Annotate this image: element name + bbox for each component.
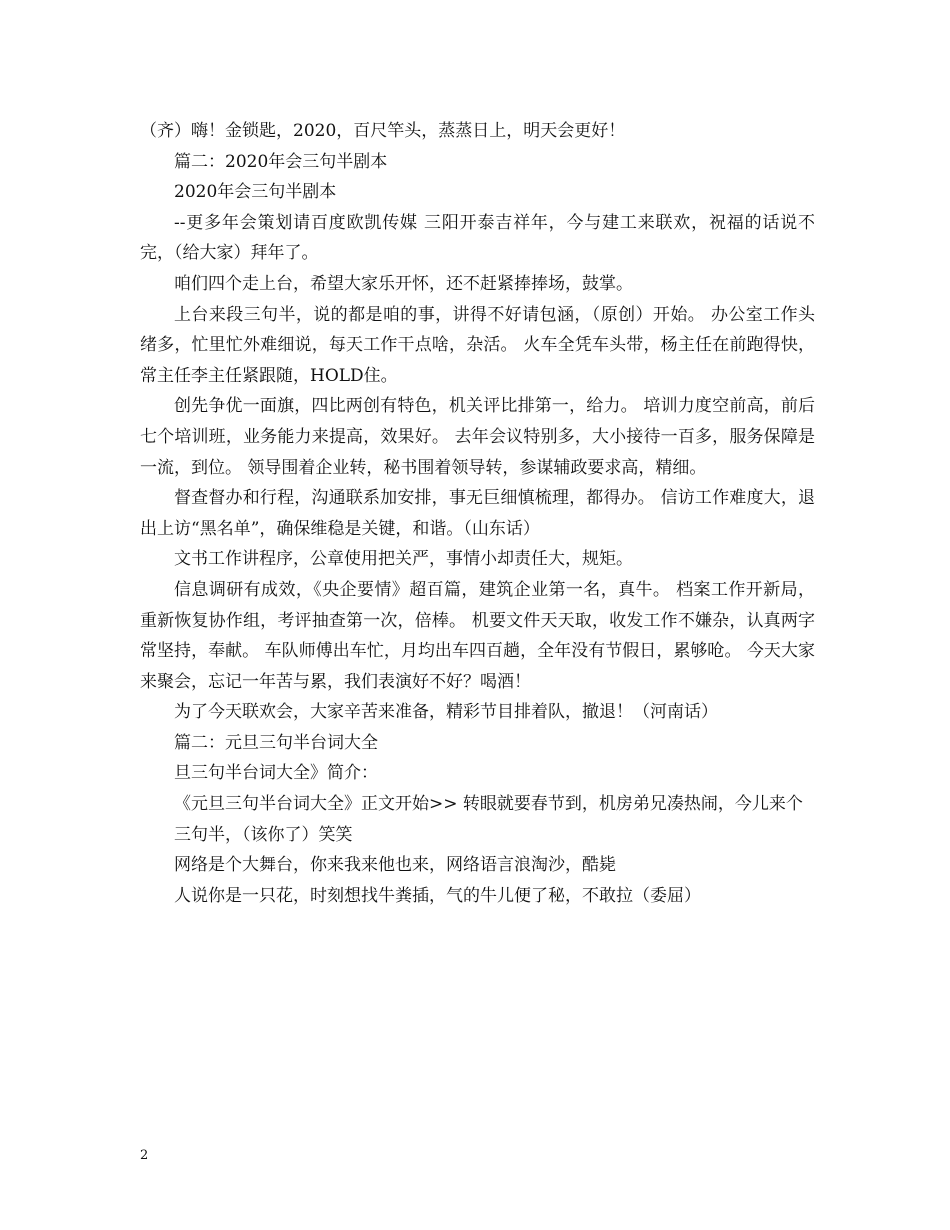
paragraph: 《元旦三句半台词大全》正文开始>> 转眼就要春节到，机房弟兄凑热闹，今儿来个	[174, 794, 803, 815]
paragraph: --更多年会策划请百度欧凯传媒 三阳开泰吉祥年，今与建工来联欢，祝福的话说不完，（给大家）拜年了。	[140, 212, 815, 264]
paragraph: （齐）嗨！金锁匙，2020，百尺竿头，蒸蒸日上，明天会更好！	[140, 121, 626, 141]
paragraph: 三句半，（该你了）笑笑	[174, 824, 353, 845]
paragraph: 信息调研有成效，《央企要情》超百篇，建筑企业第一名，真牛。 档案工作开新局，重新恢复协作组，考评抽查第一次，倍棒。 机要文件天天取，收发工作不嫌杂，认真两字常坚持，奉献。 车队师傅出车忙，月均出车四百趟，全年没有节假日，累够呛。 今天大家来聚会，忘记一年苦与累，我们表演好不好？喝酒！	[140, 579, 815, 692]
section-heading: 篇二：元旦三句半台词大全	[174, 732, 378, 753]
section-heading: 篇二：2020年会三句半剧本	[174, 151, 388, 172]
paragraph: 旦三句半台词大全》简介：	[174, 763, 378, 784]
paragraph: 人说你是一只花，时刻想找牛粪插，气的牛儿便了秘，不敢拉（委屈）	[174, 885, 701, 906]
page-body	[140, 116, 815, 911]
paragraph: 咱们四个走上台，希望大家乐开怀，还不赶紧捧捧场，鼓掌。	[174, 273, 633, 294]
paragraph: 网络是个大舞台，你来我来他也来，网络语言浪淘沙，酷毙	[174, 855, 616, 876]
script-title: 2020年会三句半剧本	[174, 182, 337, 203]
paragraph: 上台来段三句半，说的都是咱的事，讲得不好请包涵，（原创）开始。 办公室工作头绪多，忙里忙外难细说，每天工作干点啥，杂活。 火车全凭车头带，杨主任在前跑得快，常主任李主任紧跟随，HOLD住。	[140, 304, 815, 386]
paragraph: 为了今天联欢会，大家辛苦来准备，精彩节目排着队，撤退！（河南话）	[174, 702, 718, 723]
paragraph: 创先争优一面旗，四比两创有特色，机关评比排第一，给力。 培训力度空前高，前后七个培训班，业务能力来提高，效果好。 去年会议特别多，大小接待一百多，服务保障是一流，到位。 领导围着企业转，秘书围着领导转，参谋辅政要求高，精细。	[140, 396, 815, 478]
paragraph: 文书工作讲程序，公章使用把关严，事情小却责任大，规矩。	[174, 549, 633, 570]
paragraph: 督查督办和行程，沟通联系加安排，事无巨细慎梳理，都得办。 信访工作难度大，退出上访“黑名单”，确保维稳是关键，和谐。（山东话）	[140, 488, 815, 539]
page-number: 2	[140, 1148, 149, 1163]
